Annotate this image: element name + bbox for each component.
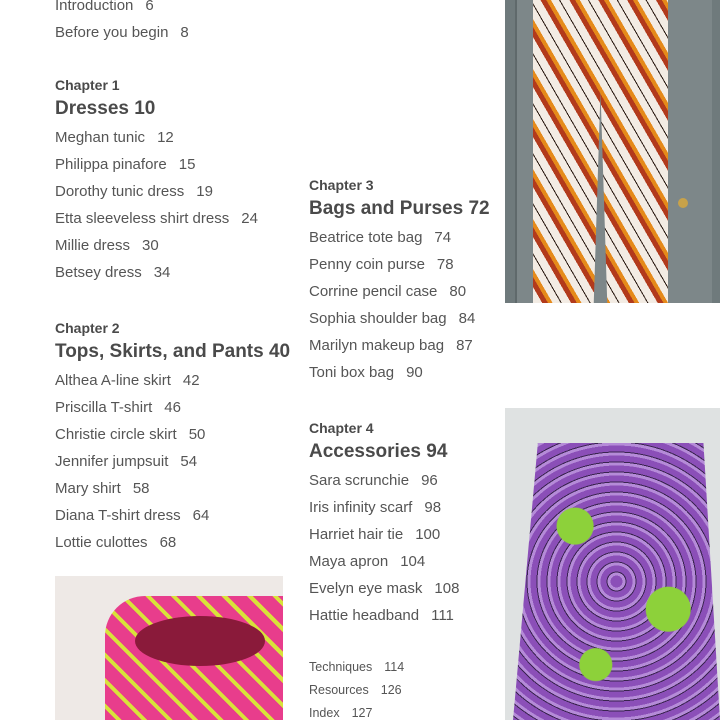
toc-entry[interactable] (309, 305, 490, 332)
toc-entry[interactable] (309, 548, 459, 575)
entry-title: Jennifer jumpsuit (55, 453, 169, 470)
chapter-1 (55, 75, 258, 286)
entry-page: 58 (132, 480, 150, 497)
entry-title: Althea A-line skirt (55, 372, 171, 389)
entry-title: Marilyn makeup bag (309, 337, 445, 354)
entry-title: Maya apron (309, 553, 389, 570)
entry-title: Philippa pinafore (55, 156, 167, 173)
entry-title: Etta sleeveless shirt dress (55, 210, 230, 227)
entry-title: Dorothy tunic dress (55, 183, 185, 200)
chapter-title[interactable]: Tops, Skirts, and Pants 40 (55, 341, 291, 362)
entry-page: 24 (241, 210, 258, 227)
entry-page: 126 (380, 683, 402, 697)
entry-page: 64 (192, 507, 210, 524)
entry-title: Lottie culottes (55, 534, 148, 551)
toc-entry[interactable] (55, 421, 290, 448)
entry-page: 34 (153, 264, 171, 281)
toc-entry[interactable] (55, 232, 258, 259)
toc-entry[interactable] (55, 367, 290, 394)
toc-entry[interactable] (55, 19, 189, 46)
toc-entry[interactable] (55, 502, 290, 529)
entry-page: 6 (145, 0, 154, 14)
entry-page: 54 (180, 453, 198, 470)
entry-title: Beatrice tote bag (309, 229, 423, 246)
chapter-label: Chapter 3 (309, 177, 374, 193)
entry-page: 127 (351, 706, 373, 720)
entry-title: Before you begin (55, 24, 169, 41)
entry-page: 104 (400, 553, 426, 570)
chapter-2 (55, 318, 290, 556)
entry-page: 90 (406, 364, 423, 381)
toc-entry[interactable] (55, 205, 258, 232)
entry-title: Sara scrunchie (309, 472, 410, 489)
entry-page: 108 (434, 580, 460, 597)
entry-page: 98 (424, 499, 442, 516)
entry-title: Corrine pencil case (309, 283, 438, 300)
entry-title: Penny coin purse (309, 256, 425, 273)
entry-title: Meghan tunic (55, 129, 146, 146)
front-matter (55, 0, 189, 46)
entry-page: 42 (182, 372, 200, 389)
entry-page: 80 (449, 283, 467, 300)
entry-page: 87 (456, 337, 473, 354)
entry-title: Techniques (309, 660, 373, 674)
toc-entry[interactable] (309, 359, 490, 386)
entry-page: 100 (415, 526, 441, 543)
entry-page: 78 (436, 256, 454, 273)
toc-entry[interactable] (55, 0, 189, 19)
entry-page: 68 (159, 534, 177, 551)
toc-entry[interactable] (55, 529, 290, 556)
toc-entry[interactable] (55, 124, 258, 151)
toc-entry[interactable] (55, 475, 290, 502)
entry-page: 15 (178, 156, 196, 173)
toc-entry[interactable] (309, 679, 404, 702)
entry-title: Millie dress (55, 237, 131, 254)
entry-page: 84 (458, 310, 476, 327)
chapter-label: Chapter 2 (55, 320, 120, 336)
chapter-label: Chapter 4 (309, 420, 374, 436)
entry-title: Resources (309, 683, 369, 697)
entry-title: Harriet hair tie (309, 526, 404, 543)
toc-entry[interactable] (309, 251, 490, 278)
entry-title: Toni box bag (309, 364, 395, 381)
toc-entry[interactable] (55, 178, 258, 205)
entry-title: Betsey dress (55, 264, 142, 281)
entry-title: Iris infinity scarf (309, 499, 413, 516)
toc-entry[interactable] (55, 259, 258, 286)
toc-entry[interactable] (309, 656, 404, 679)
chapter-3 (309, 175, 490, 386)
entry-page: 114 (384, 660, 405, 674)
entry-title: Sophia shoulder bag (309, 310, 447, 327)
chapter-title[interactable]: Accessories 94 (309, 441, 448, 462)
toc-entry[interactable] (309, 224, 490, 251)
toc-entry[interactable] (309, 575, 459, 602)
toc-entry[interactable] (309, 332, 490, 359)
entry-title: Christie circle skirt (55, 426, 177, 443)
toc-entry[interactable] (55, 151, 258, 178)
entry-title: Introduction (55, 0, 134, 14)
chapter-4 (309, 418, 459, 629)
entry-page: 74 (434, 229, 452, 246)
entry-page: 111 (431, 607, 454, 624)
toc-entry[interactable] (309, 521, 459, 548)
entry-page: 30 (142, 237, 159, 254)
toc-entry[interactable] (309, 467, 459, 494)
entry-page: 8 (180, 24, 189, 41)
toc-entry[interactable] (309, 602, 459, 629)
entry-title: Mary shirt (55, 480, 121, 497)
entry-title: Hattie headband (309, 607, 420, 624)
entry-title: Index (309, 706, 340, 720)
toc-entry[interactable] (309, 278, 490, 305)
toc-entry[interactable] (309, 702, 404, 725)
toc-entry[interactable] (309, 494, 459, 521)
skirt-photo (505, 408, 720, 720)
chapter-label: Chapter 1 (55, 77, 120, 93)
back-matter (309, 656, 404, 725)
entry-title: Priscilla T-shirt (55, 399, 153, 416)
entry-page: 46 (164, 399, 181, 416)
entry-title: Evelyn eye mask (309, 580, 423, 597)
jumpsuit-photo (505, 0, 720, 303)
toc-entry[interactable] (55, 448, 290, 475)
chapter-title[interactable]: Bags and Purses 72 (309, 198, 490, 219)
entry-page: 12 (157, 129, 174, 146)
entry-page: 19 (196, 183, 213, 200)
entry-title: Diana T-shirt dress (55, 507, 181, 524)
entry-page: 96 (421, 472, 438, 489)
entry-page: 50 (188, 426, 206, 443)
bag-photo (55, 576, 283, 720)
toc-entry[interactable] (55, 394, 290, 421)
chapter-title[interactable]: Dresses 10 (55, 98, 156, 119)
